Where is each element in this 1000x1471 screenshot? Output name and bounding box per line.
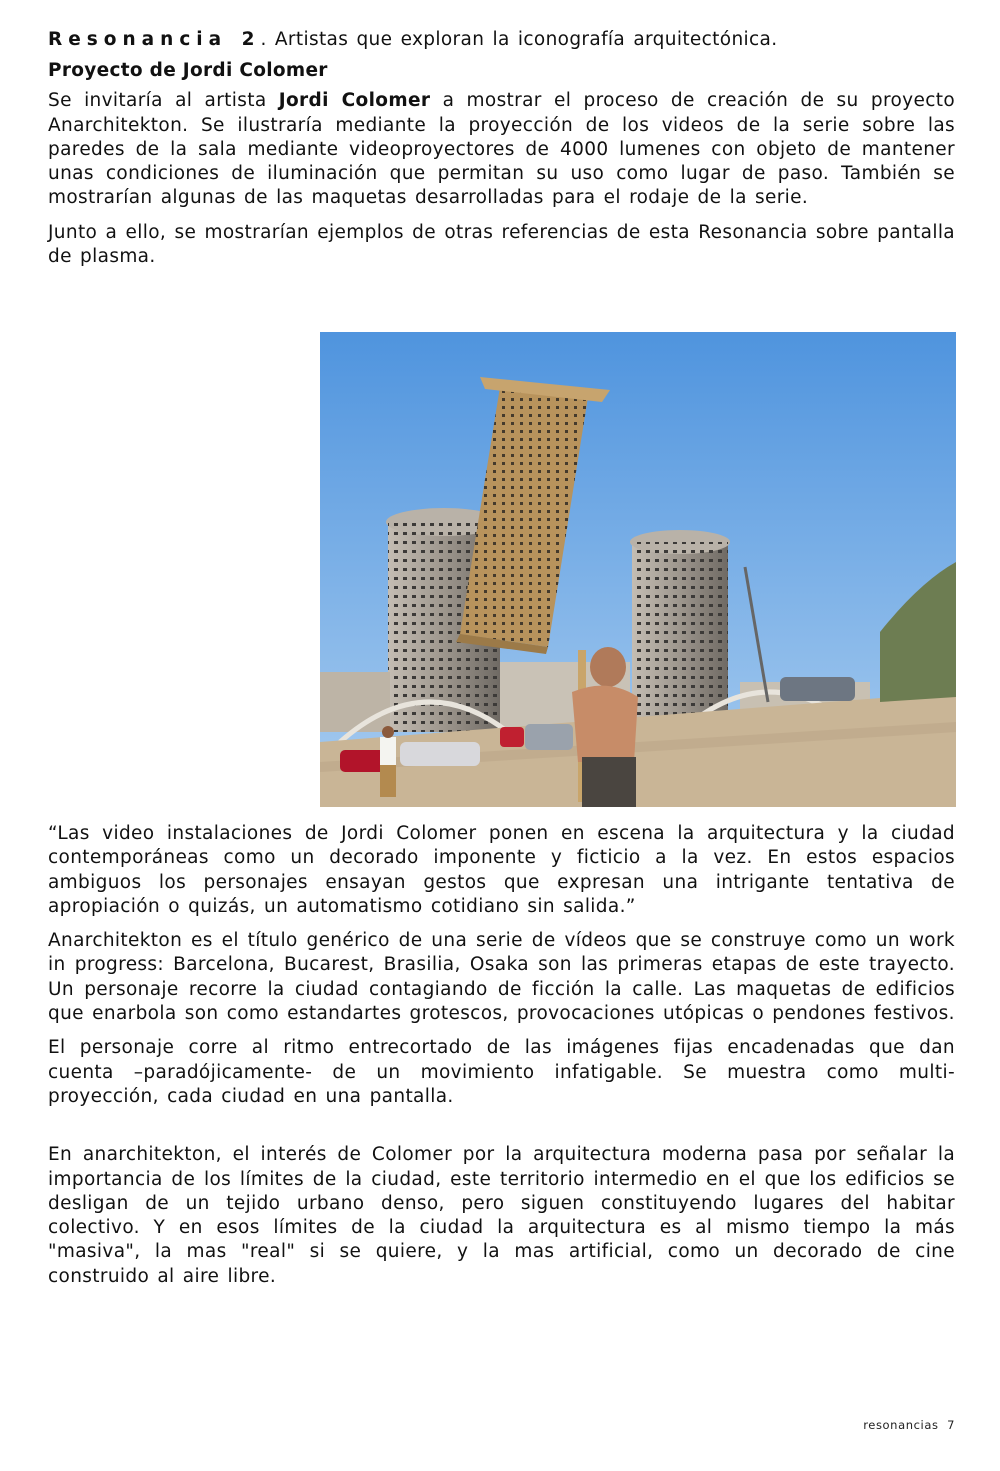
series-title: Resonancia 2 bbox=[48, 29, 261, 50]
footer-label: resonancias bbox=[863, 1418, 939, 1432]
project-title: Proyecto de Jordi Colomer bbox=[48, 60, 328, 82]
plasma-paragraph: Junto a ello, se mostrarían ejemplos de otras referencias de esta Resonancia sobre pantalla de plasma. bbox=[48, 221, 955, 268]
limits-paragraph: En anarchitekton, el interés de Colomer por la arquitectura moderna pasa por señalar la importancia de los límites de la ciudad, este territorio intermedio en el que los edificios se desligan de un tejido urbano denso, pero siguen constituyendo lugares del habitar colectivo. Y en esos límites de la ciudad la arquitectura es al mismo tiempo la más "masiva", la mas "real" si se quiere, y la mas artificial, como un decorado de cine construido al aire libre. bbox=[48, 1144, 955, 1287]
document-page bbox=[48, 28, 955, 279]
artist-name: Jordi Colomer bbox=[278, 90, 431, 112]
intro-paragraph bbox=[48, 89, 955, 210]
page-footer bbox=[863, 1418, 955, 1432]
anarchitekton-photo bbox=[320, 332, 956, 807]
series-subtitle: . Artistas que exploran la iconografía arquitectónica. bbox=[260, 29, 778, 50]
intro-rest: a mostrar el proceso de creación de su proyecto Anarchitekton. Se ilustraría mediante la proyección de los videos de la serie sobre las paredes de la sala mediante videoproyectores de 4000 lumenes con objeto de mantener unas condiciones de iluminación que permitan su uso como lugar de paso. También se mostrarían algunas de las maquetas desarrolladas para el rodaje de la serie. bbox=[48, 90, 955, 209]
intro-lead: Se invitaría al artista bbox=[48, 90, 279, 112]
photo-illustration bbox=[320, 332, 956, 807]
page-number: 7 bbox=[947, 1418, 955, 1432]
quote-paragraph: “Las video instalaciones de Jordi Colomer ponen en escena la arquitectura y la ciudad contemporáneas como un decorado imponente y ficticio a la vez. En estos espacios ambiguos los personajes ensayan gestos que expresan una intrigante tentativa de apropiación o quizás, un automatismo cotidiano sin salida.” bbox=[48, 823, 955, 917]
anarchitekton-paragraph: Anarchitekton es el título genérico de una serie de vídeos que se construye como un work in progress: Barcelona, Bucarest, Brasilia, Osaka son las primeras etapas de este trayecto. Un personaje recorre la ciudad contagiando de ficción la calle. Las maquetas de edificios que enarbola son como estandartes grotescos, provocaciones utópicas o pendones festivos. bbox=[48, 930, 955, 1025]
personaje-paragraph: El personaje corre al ritmo entrecortado de las imágenes fijas encadenadas que dan cuenta –paradójicamente- de un movimiento infatigable. Se muestra como multi-proyección, cada ciudad en una pantalla. bbox=[48, 1037, 955, 1107]
title-line bbox=[48, 28, 955, 52]
document-body bbox=[48, 822, 955, 1299]
right-tower bbox=[630, 530, 730, 727]
